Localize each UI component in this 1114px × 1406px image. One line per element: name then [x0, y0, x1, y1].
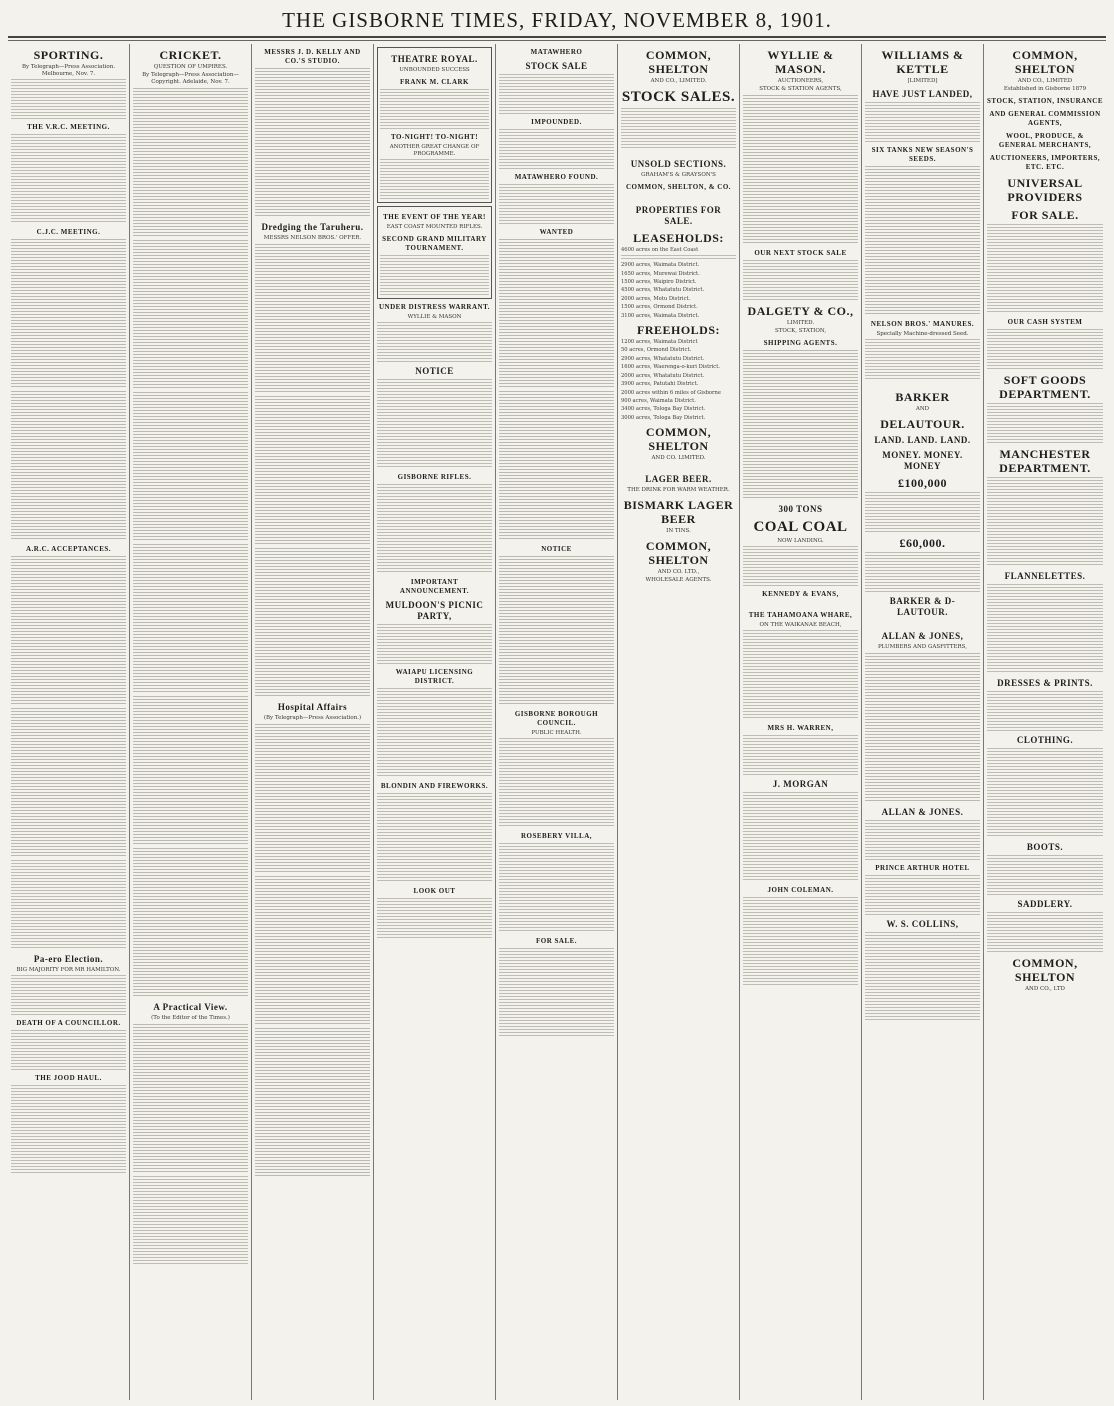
heading-blondin-fireworks: BLONDIN AND FIREWORKS.	[380, 782, 489, 790]
col9-limited: AND CO., LIMITED	[1017, 78, 1073, 84]
heading-wool-produce: WOOL, PRODUCE, & GENERAL MERCHANTS,	[998, 132, 1092, 149]
heading-wanted: WANTED	[539, 228, 574, 236]
free-waimata: 1200 acres, Waimata District	[621, 339, 698, 346]
heading-common-shelton-col9: COMMON, SHELTON	[1012, 48, 1078, 76]
council-public-health: PUBLIC HEALTH.	[531, 730, 582, 736]
heading-williams-kettle: WILLIAMS & KETTLE	[881, 48, 964, 76]
theatre-ad	[377, 47, 492, 203]
heading-death-councillor: DEATH OF A COUNCILLOR.	[16, 1019, 121, 1027]
free-whatatutu: 2900 acres, Whatatutu District.	[621, 355, 705, 362]
heading-john-coleman: JOHN COLEMAN.	[767, 886, 834, 895]
heading-licensing-district: WAIAPU LICENSING DISTRICT.	[395, 668, 474, 685]
lease-motu: 2000 acres, Motu District.	[621, 295, 691, 302]
column-6	[618, 44, 740, 1400]
common-shelton-sub: AND CO., LIMITED.	[650, 78, 707, 84]
heading-tonight: TO-NIGHT! TO-NIGHT!	[390, 133, 479, 141]
free-whatatutu-2: 2000 acres, Whatatutu District.	[621, 372, 705, 379]
heading-gisborne-rifles: GISBORNE RIFLES.	[397, 473, 472, 481]
wyllie-agents: STOCK & STATION AGENTS,	[759, 86, 842, 92]
column-7	[740, 44, 862, 1400]
heading-clothing: CLOTHING.	[1016, 735, 1074, 745]
amount-60000: £60,000.	[899, 536, 946, 551]
heading-dredging: Dredging the Taruheru.	[261, 222, 364, 232]
heading-rosebery-villa: ROSEBERY VILLA,	[520, 832, 593, 840]
heading-leaseholds: LEASEHOLDS:	[633, 230, 724, 245]
heading-j-morgan: J. MORGAN	[772, 779, 829, 790]
heading-money: MONEY. MONEY. MONEY	[882, 450, 963, 472]
dateline: By Telegraph—Press Association. Melbourne, Nov. 7.	[22, 64, 115, 77]
tahamoana-beach: ON THE WAIKANAE BEACH,	[759, 622, 842, 629]
heading-notice-col5: NOTICE	[541, 545, 572, 553]
heading-commission-agents: AND GENERAL COMMISSION AGENTS,	[989, 110, 1101, 127]
heading-nelson-manures: NELSON BROS.' MANURES.	[870, 320, 975, 328]
heading-cash-system: OUR CASH SYSTEM	[1007, 318, 1083, 326]
wyllie-auctioneers: AUCTIONEERS,	[777, 78, 824, 84]
heading-coal: COAL COAL	[753, 519, 848, 535]
heading-kelly-studio: MESSRS J. D. KELLY AND CO.'S STUDIO.	[264, 48, 361, 65]
manures-seed: Specially Machine-dressed Seed.	[876, 331, 969, 337]
theatre-success: UNBOUNDED SUCCESS	[399, 67, 470, 73]
heading-cjc-meeting: C.J.C. MEETING.	[36, 228, 101, 236]
heading-stock-insurance: STOCK, STATION, INSURANCE	[987, 97, 1103, 105]
heading-matawhero-found: MATAWHERO FOUND.	[514, 173, 599, 181]
amount-100000: £100,000	[898, 476, 947, 491]
column-4	[374, 44, 496, 1400]
heading-just-landed: HAVE JUST LANDED,	[872, 89, 973, 99]
heading-barker-delautour: BARKER & D-LAUTOUR.	[889, 596, 956, 618]
heading-properties-for-sale: PROPERTIES FOR SALE.	[635, 204, 722, 226]
heading-tahamoana-whare: THE TAHAMOANA WHARE,	[748, 611, 853, 620]
col9-footer-ltd: AND CO., LTD	[1025, 986, 1065, 992]
bismark-tins: IN TINS.	[666, 527, 691, 534]
heading-soft-goods: SOFT GOODS DEPARTMENT.	[999, 373, 1091, 401]
heading-impounded: IMPOUNDED.	[531, 118, 582, 126]
heading-look-out: LOOK OUT	[413, 887, 456, 895]
heading-theatre-royal: THEATRE ROYAL.	[391, 54, 478, 64]
unsold-common-shelton: COMMON, SHELTON, & CO.	[625, 183, 732, 192]
unsold-graham: GRAHAM'S & GRAYSON'S	[641, 172, 716, 179]
heading-wyllie-mason: WYLLIE & MASON.	[767, 48, 834, 76]
heading-common-shelton-footer: COMMON, SHELTON	[1012, 956, 1078, 984]
muldoon-picnic: MULDOON'S PICNIC PARTY,	[385, 600, 484, 621]
heading-sporting: SPORTING.	[33, 48, 104, 62]
heading-for-sale: FOR SALE.	[535, 937, 578, 945]
free-patutahi: 3900 acres, Patutahi District.	[621, 381, 699, 388]
heading-next-stock-sale: OUR NEXT STOCK SALE	[754, 249, 847, 257]
heading-manchester: MANCHESTER DEPARTMENT.	[999, 447, 1091, 475]
heading-military-tournament: SECOND GRAND MILITARY TOURNAMENT.	[382, 235, 487, 252]
hospital-subhead: (By Telegraph—Press Association.)	[263, 715, 362, 721]
heading-300-tons: 300 TONS	[778, 504, 823, 514]
lease-waimata: 2900 acres, Waimata District.	[621, 262, 700, 269]
dalgety-shipping: SHIPPING AGENTS.	[763, 339, 838, 347]
heading-dresses-prints: DRESSES & PRINTS.	[997, 678, 1093, 688]
heading-auctioneers: AUCTIONEERS, IMPORTERS, ETC. ETC.	[989, 154, 1101, 171]
free-waimata-2: 900 acres, Waimata District.	[621, 397, 696, 404]
column-3	[252, 44, 374, 1400]
tournament-ad	[377, 206, 492, 299]
heading-flannelettes: FLANNELETTES.	[1004, 571, 1086, 581]
lease-east-coast: 4600 acres on the East Coast	[621, 246, 699, 253]
column-1	[8, 44, 130, 1400]
masthead-title: THE GISBORNE TIMES, FRIDAY, NOVEMBER 8, 1901.	[282, 8, 832, 32]
heading-six-tanks: SIX TANKS NEW SEASON'S SEEDS.	[871, 146, 974, 163]
heading-allan-jones-2: ALLAN & JONES.	[881, 806, 964, 817]
heading-saddlery: SADDLERY.	[1017, 899, 1073, 909]
free-gisborne: 2000 acres within 6 miles of Gisborne	[621, 389, 721, 396]
heading-common-shelton-3: COMMON, SHELTON	[645, 538, 712, 567]
heading-distress-warrant: UNDER DISTRESS WARRANT.	[378, 303, 490, 311]
heading-event-of-year: THE EVENT OF THE YEAR!	[383, 213, 486, 221]
heading-cricket: CRICKET.	[159, 48, 222, 62]
masthead-rule	[8, 36, 1106, 38]
heading-hospital-affairs: Hospital Affairs	[277, 702, 348, 712]
masthead-rule-thin	[8, 40, 1106, 41]
heading-acceptances: A.R.C. ACCEPTANCES.	[25, 545, 112, 553]
lease-whatatutu: 4500 acres, Whatatutu District.	[621, 287, 705, 294]
heading-bismark: BISMARK LAGER BEER	[623, 497, 734, 526]
heading-kennedy-evans: KENNEDY & EVANS,	[762, 590, 839, 598]
heading-dalgety: DALGETY & CO.,	[747, 304, 854, 318]
lease-waimata-2: 3100 acres, Waimata District.	[621, 312, 700, 319]
tournament-rifles: EAST COAST MOUNTED RIFLES.	[386, 224, 483, 230]
free-tologa: 3400 acres, Tologa Bay District.	[621, 406, 706, 413]
heading-stock-sales: STOCK SALES.	[621, 89, 736, 105]
dalgety-stock: STOCK, STATION,	[774, 328, 827, 334]
matawhero-stock-sale: STOCK SALE	[525, 61, 588, 71]
wholesale-agents: WHOLESALE AGENTS.	[645, 576, 712, 583]
heading-notice: NOTICE	[415, 366, 454, 376]
williams-limited: [LIMITED]	[907, 78, 938, 84]
heading-for-sale-col9: FOR SALE.	[1011, 208, 1079, 222]
heading-jood-haul: THE JOOD HAUL.	[35, 1074, 102, 1082]
practical-subhead: (To the Editor of the Times.)	[151, 1015, 230, 1021]
heading-matawhero: MATAWHERO	[530, 48, 583, 56]
theatre-change: ANOTHER GREAT CHANGE OF PROGRAMME.	[389, 144, 480, 157]
heading-prince-arthur: PRINCE ARTHUR HOTEL	[875, 863, 970, 872]
common-shelton-sub-3: AND CO. LTD.,	[657, 568, 700, 575]
heading-common-shelton-2: COMMON, SHELTON	[645, 425, 712, 454]
paeroa-subhead: BIG MAJORITY FOR MR HAMILTON.	[16, 967, 121, 973]
col9-established: Established in Gisborne 1879	[1003, 86, 1087, 92]
heading-land: LAND. LAND. LAND.	[874, 435, 971, 446]
heading-borough-council: GISBORNE BOROUGH COUNCIL.	[514, 710, 599, 727]
heading-universal-providers: UNIVERSAL PROVIDERS	[1007, 176, 1083, 204]
free-waerenga: 1600 acres, Waerenga-o-kuri District.	[621, 364, 720, 371]
barker-and: AND	[915, 406, 930, 413]
heading-practical-view: A Practical View.	[153, 1002, 228, 1012]
lease-ormond: 1500 acres, Ormond District.	[621, 304, 698, 311]
heading-boots: BOOTS.	[1026, 842, 1064, 852]
common-shelton-sub-2: AND CO. LIMITED.	[651, 455, 706, 462]
column-8	[862, 44, 984, 1400]
heading-freeholds: FREEHOLDS:	[636, 323, 720, 338]
heading-delautour: DELAUTOUR.	[880, 417, 965, 432]
free-tologa-2: 3000 acres, Tologa Bay District.	[621, 414, 706, 421]
columns	[8, 44, 1106, 1400]
allan-plumbers: PLUMBERS AND GASFITTERS,	[877, 643, 967, 650]
heading-lager-beer: LAGER BEER.	[645, 473, 712, 484]
column-2	[130, 44, 252, 1400]
heading-allan-jones: ALLAN & JONES,	[881, 630, 964, 641]
coal-landing: NOW LANDING.	[777, 538, 824, 544]
free-ormond: 50 acres, Ormond District.	[621, 347, 692, 354]
heading-barker: BARKER	[895, 390, 950, 405]
heading-mrs-warren: MRS H. WARREN,	[767, 724, 834, 733]
dredging-subhead: MESSRS NELSON BROS.' OFFER.	[263, 235, 362, 241]
heading-vrc-meeting: THE V.R.C. MEETING.	[27, 123, 110, 131]
theatre-frank-clark: FRANK M. CLARK	[399, 78, 470, 86]
cricket-subhead: QUESTION OF UMPIRES.	[153, 64, 228, 70]
distress-wyllie: WYLLIE & MASON	[407, 314, 462, 320]
heading-important-announcement: IMPORTANT ANNOUNCEMENT.	[399, 578, 470, 595]
heading-unsold-sections: UNSOLD SECTIONS.	[630, 159, 727, 170]
cricket-dateline: By Telegraph—Press Association—Copyright. Adelaide, Nov. 7.	[142, 72, 239, 85]
lager-tagline: THE DRINK FOR WARM WEATHER.	[627, 486, 730, 493]
heading-paeroa-election: Pa-ero Election.	[33, 954, 104, 964]
dalgety-limited: LIMITED.	[786, 320, 815, 326]
heading-common-shelton: COMMON, SHELTON	[645, 48, 712, 76]
lease-waipiro: 1500 acres, Waipiro District.	[621, 279, 697, 286]
column-9	[984, 44, 1106, 1400]
column-5	[496, 44, 618, 1400]
heading-collins: W. S. COLLINS,	[886, 918, 959, 929]
lease-murewai: 1650 acres, Murewai District.	[621, 270, 700, 277]
